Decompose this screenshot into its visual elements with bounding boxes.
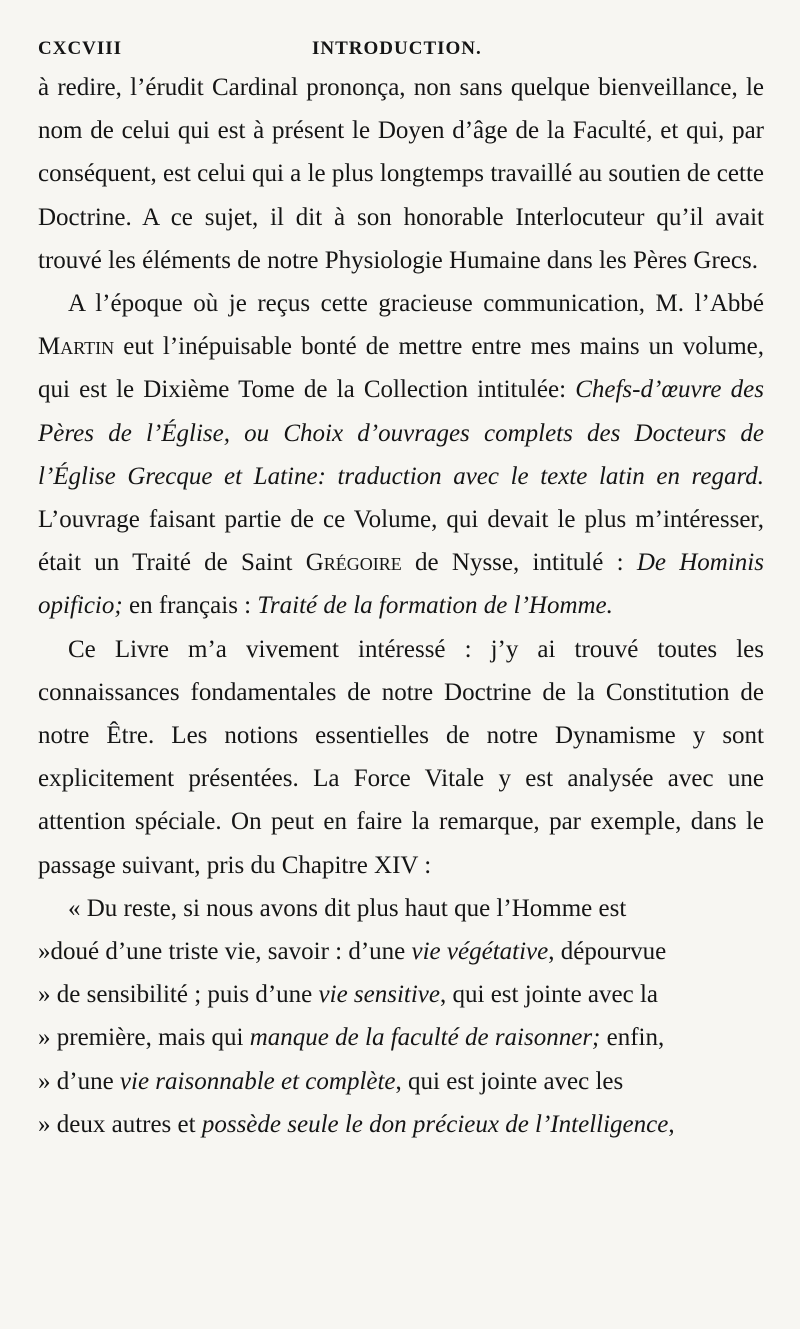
quote-line-6 — [38, 1103, 764, 1146]
quote-line-5 — [38, 1060, 764, 1103]
quote-emphasis: vie sensitive — [318, 981, 441, 1009]
collection-title: Chefs-d’œuvre des Pères de l’Église, ou Choix d’ouvrages complets des Docteurs de l’Église Grecque et Latine: traduction avec le texte latin en regard. — [38, 376, 764, 490]
p2-text-d: de Nysse, intitulé : — [401, 549, 637, 577]
quote-text: » première, mais qui — [38, 1024, 250, 1052]
latin-title: De Hominis opificio; — [38, 549, 764, 620]
author-name-gregoire: Grégoire — [305, 549, 402, 577]
quote-emphasis: possède seule le don précieux de l’Intelligence — [201, 1110, 669, 1138]
quote-emphasis: vie raisonnable et complète — [119, 1067, 396, 1095]
author-name-martin: Martin — [38, 333, 115, 361]
paragraph-3: Ce Livre m’a vivement intéressé : j’y ai trouvé toutes les connaissances fondamentales de notre Doctrine de la Constitution de notre Être. Les notions essentielles de notre Dynamisme y sont explicitement présentées. La Force Vitale y est analysée avec une attention spéciale. On peut en faire la remarque, par exemple, dans le passage suivant, pris du Chapitre XIV : — [38, 635, 764, 879]
quote-line-4 — [38, 1016, 764, 1059]
p2-text-c: L’ouvrage faisant partie de ce Volume, qui devait le plus m’intéresser, était un Traité de Saint — [38, 506, 764, 577]
quote-text: , qui est jointe avec la — [440, 981, 658, 1009]
p2-text-b: eut l’inépuisable bonté de mettre entre mes mains un volume, qui est le Dixième Tome de la Collection intitulée: — [38, 333, 764, 404]
quote-emphasis: vie végétative — [411, 938, 549, 966]
quote-text: » deux autres et — [38, 1110, 202, 1138]
quotation-block — [38, 887, 764, 1146]
quote-text: , dépourvue — [548, 938, 667, 966]
quote-text: , — [668, 1110, 675, 1138]
quote-text: « Du reste, si nous avons dit plus haut que l’Homme est — [68, 894, 627, 922]
quote-text: » de sensibilité ; puis d’une — [38, 981, 319, 1009]
paragraph-2 — [38, 282, 764, 628]
p2-text-a: A l’époque où je reçus cette gracieuse communication, M. l’Abbé — [68, 290, 764, 318]
quote-text: »doué d’une triste vie, savoir : d’une — [38, 938, 412, 966]
quote-line-1 — [38, 887, 764, 930]
p2-text-e: en français : — [122, 592, 258, 620]
quote-text: , qui est jointe avec les — [395, 1067, 624, 1095]
running-title: INTRODUCTION. — [312, 38, 482, 59]
quote-text: » d’une — [38, 1067, 120, 1095]
page-number: CXCVIII — [38, 38, 123, 59]
quote-line-3 — [38, 973, 764, 1016]
quote-line-2 — [38, 930, 764, 973]
quote-emphasis: manque de la faculté de raisonner; — [249, 1024, 601, 1052]
page-header — [38, 30, 764, 60]
quote-text: enfin, — [600, 1024, 665, 1052]
paragraph-1: à redire, l’érudit Cardinal prononça, non sans quelque bienveillance, le nom de celui qui est à présent le Doyen d’âge de la Faculté, et qui, par conséquent, est celui qui a le plus longtemps travaillé au soutien de cette Doctrine. A ce sujet, il dit à son honorable Interlocuteur qu’il avait trouvé les éléments de notre Physiologie Humaine dans les Pères Grecs. — [38, 74, 764, 274]
page-body — [38, 66, 764, 1146]
french-title: Traité de la formation de l’Homme. — [257, 592, 613, 620]
